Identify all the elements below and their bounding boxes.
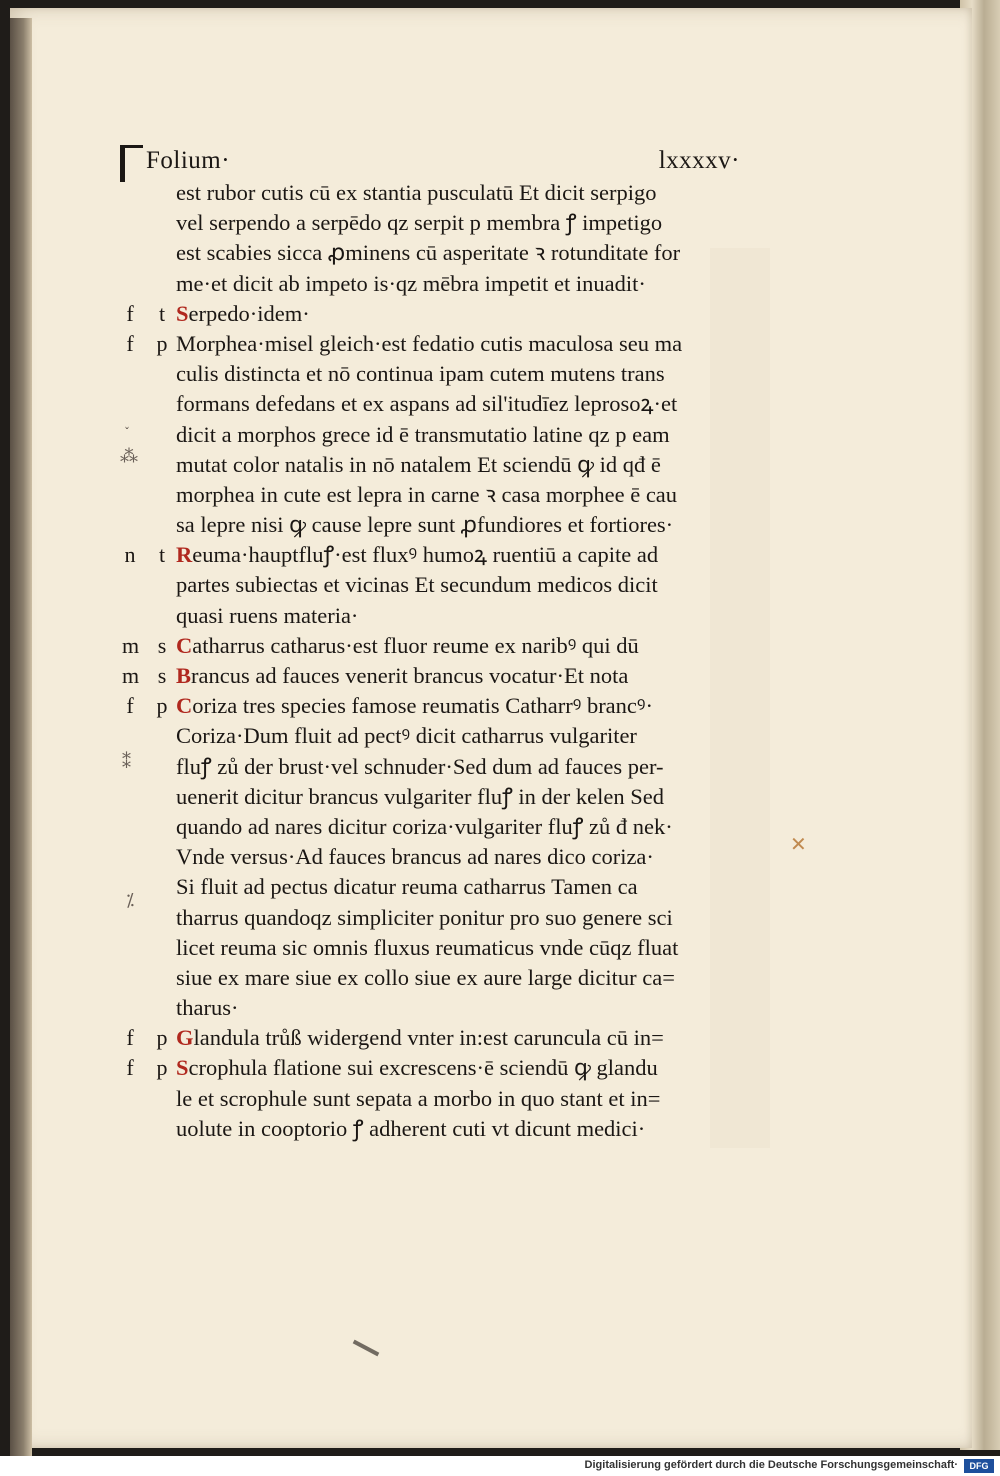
text-line — [120, 691, 740, 721]
text-line — [120, 540, 740, 570]
text-line — [120, 1023, 740, 1053]
line-body: Si fluit ad pectus dicatur reuma catharrus Tamen ca — [176, 874, 638, 900]
line-text — [176, 480, 736, 510]
margin-doodle-icon: ˯ — [124, 410, 130, 430]
line-body: quasi ruens materia· — [176, 602, 359, 628]
line-text — [176, 752, 736, 782]
line-text — [176, 540, 736, 570]
line-text — [176, 329, 736, 359]
text-line — [120, 480, 740, 510]
text-line — [120, 752, 740, 782]
line-body: erpedo·idem· — [188, 300, 310, 326]
margin-letter-left: f — [126, 1025, 134, 1051]
margin-x-mark-icon: ✕ — [790, 834, 807, 856]
line-body: Morphea·misel gleich·est fedatio cutis maculosa seu ma — [176, 330, 683, 356]
rubric-initial: S — [176, 300, 189, 326]
text-line — [120, 178, 740, 208]
margin-letter-left: f — [126, 693, 134, 719]
line-text — [176, 782, 736, 812]
text-line — [120, 570, 740, 600]
line-text — [176, 661, 736, 691]
line-text — [176, 812, 736, 842]
paragraph-mark-icon — [120, 145, 143, 182]
text-line — [120, 903, 740, 933]
line-text — [176, 631, 736, 661]
line-text — [176, 721, 736, 751]
text-line — [120, 389, 740, 419]
line-text — [176, 933, 736, 963]
text-line — [120, 721, 740, 751]
margin-letter-left: f — [126, 1055, 134, 1081]
margin-letter-mid: t — [158, 542, 166, 568]
rubric-initial: C — [176, 632, 193, 658]
text-line — [120, 661, 740, 691]
line-body: euma·hauptfluꝭ·est fluxꝰ humoꝝ ruentiū a capite ad — [192, 542, 659, 568]
margin-letter-left: n — [124, 542, 136, 568]
margin-doodle-icon: ⁒ — [126, 890, 135, 910]
margin-letter-mid: s — [157, 663, 167, 688]
text-line — [120, 993, 740, 1023]
line-body: est scabies sicca ꝓminens cū asperitate ꝛ rotunditate for — [176, 240, 681, 266]
line-body: morphea in cute est lepra in carne ꝛ casa morphee ē cau — [176, 481, 678, 507]
line-text — [176, 842, 736, 872]
text-line — [120, 1053, 740, 1083]
margin-doodle-icon: ⁑ — [122, 752, 131, 772]
text-line — [120, 299, 740, 329]
line-body: formans defedans et ex aspans ad sil'itudīez leprosoꝝ·et — [176, 391, 678, 417]
text-line — [120, 812, 740, 842]
page-header — [120, 145, 740, 179]
margin-letter-mid: t — [158, 300, 166, 326]
line-text — [176, 1114, 736, 1144]
line-body: culis distincta et nō continua ipam cutem mutens trans — [176, 361, 665, 387]
line-body: dicit a morphos grece id ē transmutatio latine qz p eam — [176, 421, 670, 447]
text-line — [120, 510, 740, 540]
margin-letter-mid: p — [156, 693, 168, 719]
line-text — [176, 1053, 736, 1083]
line-text — [176, 570, 736, 600]
line-body: me·et dicit ab impeto is·qz mēbra impetit et inuadit· — [176, 270, 646, 296]
line-text — [176, 510, 736, 540]
margin-letter-mid: p — [156, 1025, 168, 1051]
line-text — [176, 993, 736, 1023]
line-text — [176, 420, 736, 450]
text-line — [120, 601, 740, 631]
text-block — [120, 178, 740, 1144]
rubric-initial: S — [176, 1055, 189, 1081]
text-line — [120, 269, 740, 299]
line-body: siue ex mare siue ex collo siue ex aure large dicitur ca= — [176, 964, 675, 990]
rubric-initial: B — [176, 663, 192, 688]
text-line — [120, 782, 740, 812]
line-text — [176, 269, 736, 299]
line-text — [176, 872, 736, 902]
line-body: fluꝭ zů der brust·vel schnuder·Sed dum ad fauces per- — [176, 753, 664, 779]
rubric-initial: G — [176, 1025, 194, 1051]
text-line — [120, 208, 740, 238]
margin-letter-mid: s — [157, 632, 167, 658]
line-text — [176, 963, 736, 993]
text-line — [120, 359, 740, 389]
dfg-logo: DFG — [964, 1459, 994, 1473]
line-text — [176, 208, 736, 238]
text-line — [120, 872, 740, 902]
line-text — [176, 178, 736, 208]
line-body: crophula flatione sui excrescens·ē sciendū ꝙ glandu — [188, 1055, 658, 1081]
line-body: uolute in cooptorio ꝭ adherent cuti vt dicunt medici· — [176, 1115, 646, 1141]
line-body: Vnde versus·Ad fauces brancus ad nares dico coriza· — [176, 844, 654, 870]
line-text — [176, 238, 736, 268]
margin-letter-left: m — [122, 632, 140, 658]
text-line — [120, 963, 740, 993]
line-body: rancus ad fauces venerit brancus vocatur·Et nota — [191, 663, 629, 688]
text-line — [120, 238, 740, 268]
text-line — [120, 933, 740, 963]
footer-bar — [0, 1456, 1000, 1476]
line-body: Coriza·Dum fluit ad pectꝰ dicit catharrus vulgariter — [176, 723, 637, 749]
line-text — [176, 359, 736, 389]
folio-number: lxxxxv· — [658, 147, 740, 174]
line-text — [176, 389, 736, 419]
line-text — [176, 1084, 736, 1114]
line-body: partes subiectas et vicinas Et secundum medicos dicit — [176, 572, 658, 598]
rubric-initial: R — [176, 542, 193, 568]
line-body: quando ad nares dicitur coriza·vulgariter fluꝭ zů đ nek· — [176, 813, 673, 839]
line-body: sa lepre nisi ꝙ cause lepre sunt ꝓfundiores et fortiores· — [176, 512, 674, 538]
line-text — [176, 1023, 736, 1053]
margin-letter-mid: p — [156, 330, 168, 356]
line-body: le et scrophule sunt sepata a morbo in quo stant et in= — [176, 1085, 661, 1111]
line-text — [176, 299, 736, 329]
text-line — [120, 1114, 740, 1144]
margin-letter-left: f — [126, 300, 134, 326]
folium-label: Folium· — [146, 147, 231, 174]
line-body: vel serpendo a serpēdo qz serpit p membra ꝭ impetigo — [176, 210, 663, 236]
line-body: landula trůß widergend vnter in:est caruncula cū in= — [193, 1025, 664, 1051]
footer-credit: Digitalisierung gefördert durch die Deutsche Forschungsgemeinschaft· — [584, 1459, 958, 1471]
line-text — [176, 601, 736, 631]
text-line — [120, 631, 740, 661]
line-body: licet reuma sic omnis fluxus reumaticus vnde cūqz fluat — [176, 934, 679, 960]
spine-shadow — [10, 18, 32, 1458]
line-body: est rubor cutis cū ex stantia pusculatū Et dicit serpigo — [176, 180, 657, 205]
line-text — [176, 691, 736, 721]
text-line — [120, 842, 740, 872]
text-line — [120, 420, 740, 450]
rubric-initial: C — [176, 693, 193, 719]
line-text — [176, 903, 736, 933]
line-body: oriza tres species famose reumatis Catharrꝰ brancꝰ· — [192, 693, 653, 719]
line-text — [176, 450, 736, 480]
text-line — [120, 329, 740, 359]
text-line — [120, 1084, 740, 1114]
line-body: tharrus quandoqz simpliciter ponitur pro suo genere sci — [176, 904, 673, 930]
line-body: uenerit dicitur brancus vulgariter fluꝭ in der kelen Sed — [176, 783, 664, 809]
margin-letter-left: m — [122, 663, 140, 688]
line-body: tharus· — [176, 995, 239, 1021]
line-body: mutat color natalis in nō natalem Et sciendū ꝙ id qđ ē — [176, 451, 661, 477]
margin-doodle-icon: ⁂ — [120, 446, 138, 466]
margin-letter-mid: p — [156, 1055, 168, 1081]
margin-letter-left: f — [126, 330, 134, 356]
text-line — [120, 450, 740, 480]
line-body: atharrus catharus·est fluor reume ex naribꝰ qui dū — [192, 632, 639, 658]
